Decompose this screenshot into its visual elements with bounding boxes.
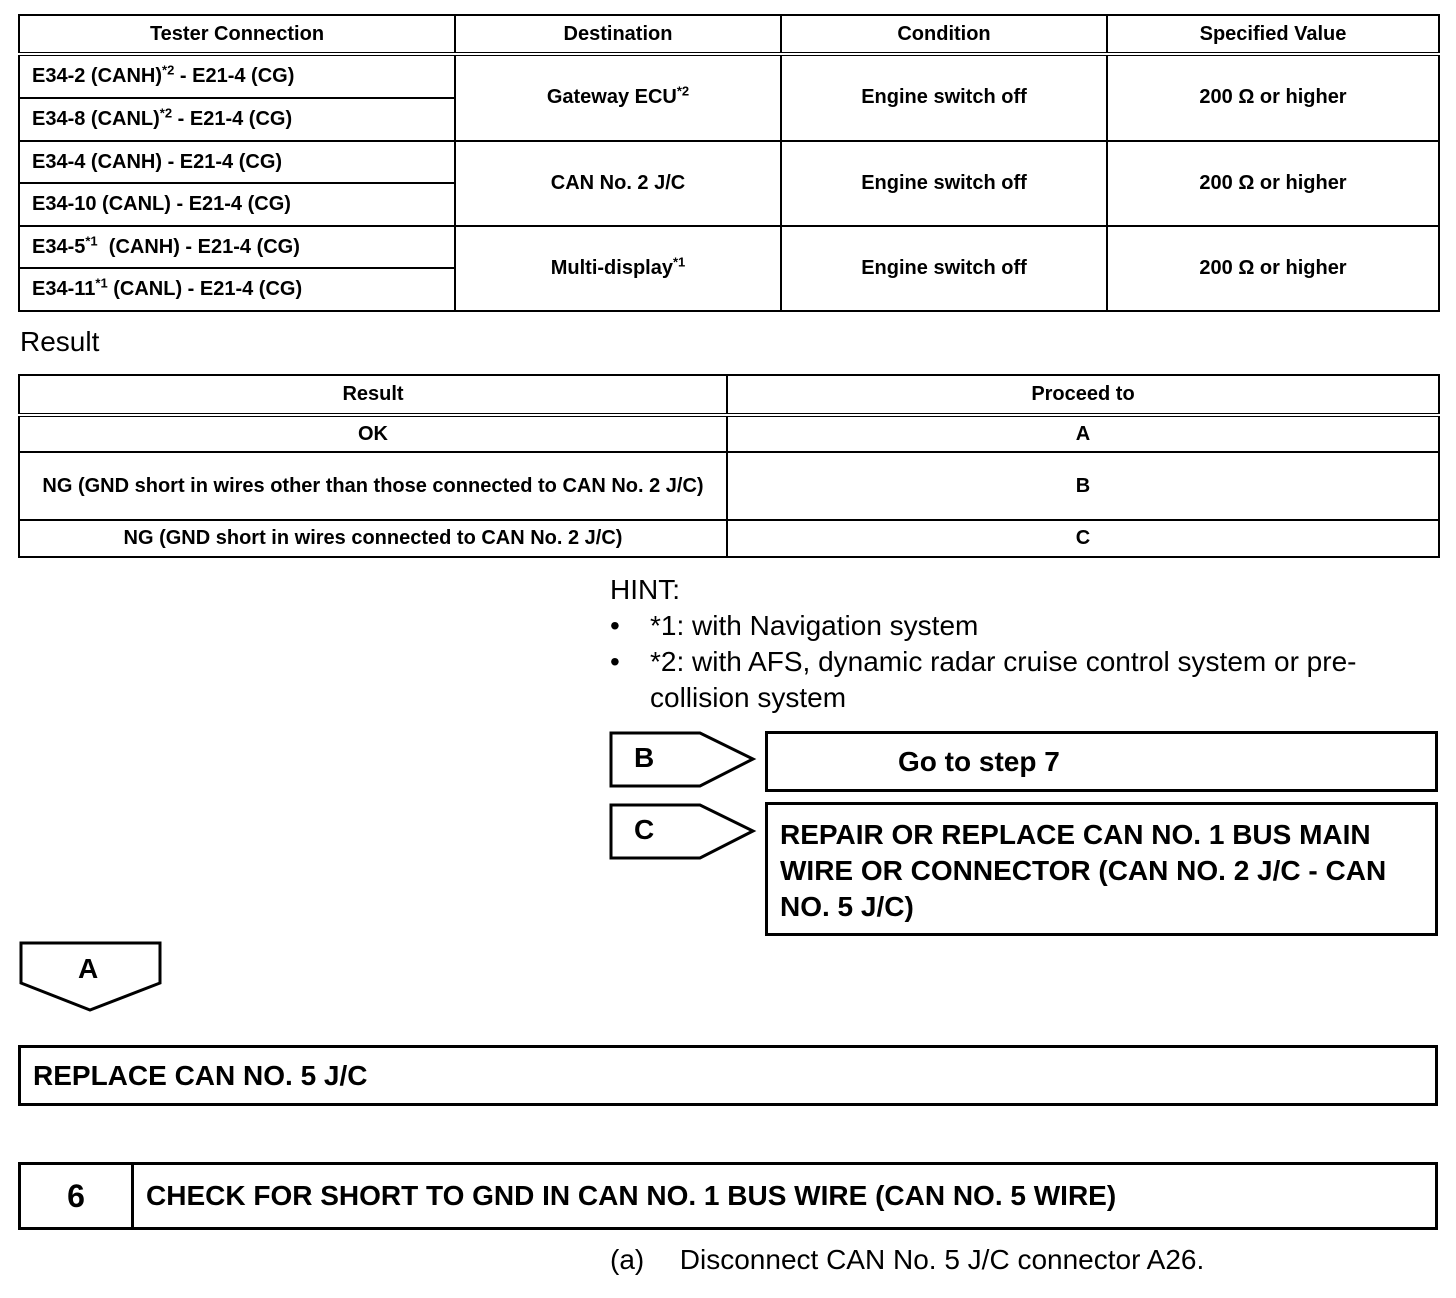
table-row — [19, 54, 1439, 98]
tester-connection-cell: E34-11$^{*1}$ (CANL) - E21-4 (CG) — [19, 268, 455, 311]
specified-value-cell: 200 Ω or higher — [1107, 54, 1439, 141]
repair-text: REPAIR OR REPLACE CAN NO. 1 BUS MAIN WIRE OR CONNECTOR (CAN NO. 2 J/C - CAN NO. 5 J/C) — [780, 819, 1387, 922]
header-result: Result — [19, 375, 727, 415]
bullet: • — [610, 646, 620, 677]
repair-box — [765, 802, 1438, 936]
step-title: CHECK FOR SHORT TO GND IN CAN NO. 1 BUS WIRE (CAN NO. 5 WIRE) — [146, 1180, 1117, 1211]
proceed-cell: A — [727, 415, 1439, 452]
header-proceed-to: Proceed to — [727, 375, 1439, 415]
spec-table — [18, 14, 1440, 312]
result-cell: NG (GND short in wires connected to CAN No. 2 J/C) — [19, 520, 727, 557]
destination-cell: Gateway ECU$^{*2}$ — [455, 54, 781, 141]
tester-connection-cell: E34-2 (CANH)$^{*2}$ - E21-4 (CG) — [19, 54, 455, 98]
c-arrow-icon — [608, 802, 758, 862]
result-cell: NG (GND short in wires other than those connected to CAN No. 2 J/C) — [19, 452, 727, 520]
destination-cell: CAN No. 2 J/C — [455, 141, 781, 226]
flow-label-c: C — [634, 814, 655, 845]
condition-cell: Engine switch off — [781, 54, 1107, 141]
proceed-cell: B — [727, 452, 1439, 520]
list-item — [610, 608, 1430, 644]
header-specified-value: Specified Value — [1107, 15, 1439, 54]
specified-value-cell: 200 Ω or higher — [1107, 226, 1439, 311]
b-arrow-icon — [608, 730, 758, 790]
tester-connection-cell: E34-10 (CANL) - E21-4 (CG) — [19, 183, 455, 226]
result-cell: OK — [19, 415, 727, 452]
result-table — [18, 374, 1440, 558]
table-row — [19, 520, 1439, 557]
flow-label-a: A — [78, 953, 99, 984]
step-number: 6 — [21, 1165, 134, 1227]
table-row — [19, 226, 1439, 269]
hint-item: *1: with Navigation system — [650, 610, 979, 641]
replace-text: REPLACE CAN NO. 5 J/C — [33, 1059, 368, 1091]
spec-header-row — [19, 15, 1439, 54]
specified-value-cell: 200 Ω or higher — [1107, 141, 1439, 226]
flow-label-b: B — [634, 742, 655, 773]
result-header-row — [19, 375, 1439, 415]
go-to-step-text: Go to step 7 — [898, 745, 1060, 777]
hint-title: HINT: — [610, 574, 680, 605]
tester-connection-cell: E34-5$^{*1}$ (CANH) - E21-4 (CG) — [19, 226, 455, 269]
header-condition: Condition — [781, 15, 1107, 54]
substep-label: (a) — [610, 1244, 645, 1275]
substep — [610, 1244, 1204, 1276]
proceed-cell: C — [727, 520, 1439, 557]
hint-item: *2: with AFS, dynamic radar cruise control system or pre-collision system — [650, 646, 1357, 713]
header-destination: Destination — [455, 15, 781, 54]
result-heading: Result — [20, 326, 100, 357]
header-tester-connection: Tester Connection — [19, 15, 455, 54]
list-item — [610, 644, 1430, 716]
tester-connection-cell: E34-4 (CANH) - E21-4 (CG) — [19, 141, 455, 184]
table-row — [19, 415, 1439, 452]
condition-cell: Engine switch off — [781, 226, 1107, 311]
replace-box — [18, 1045, 1438, 1106]
go-to-step-box — [765, 731, 1438, 792]
substep-text: Disconnect CAN No. 5 J/C connector A26. — [679, 1244, 1205, 1275]
destination-cell: Multi-display$^{*1}$ — [455, 226, 781, 311]
table-row — [19, 141, 1439, 184]
step-header — [18, 1162, 1438, 1230]
hint-block — [610, 572, 1430, 716]
condition-cell: Engine switch off — [781, 141, 1107, 226]
table-row — [19, 452, 1439, 520]
tester-connection-cell: E34-8 (CANL)$^{*2}$ - E21-4 (CG) — [19, 98, 455, 141]
bullet: • — [610, 610, 620, 641]
